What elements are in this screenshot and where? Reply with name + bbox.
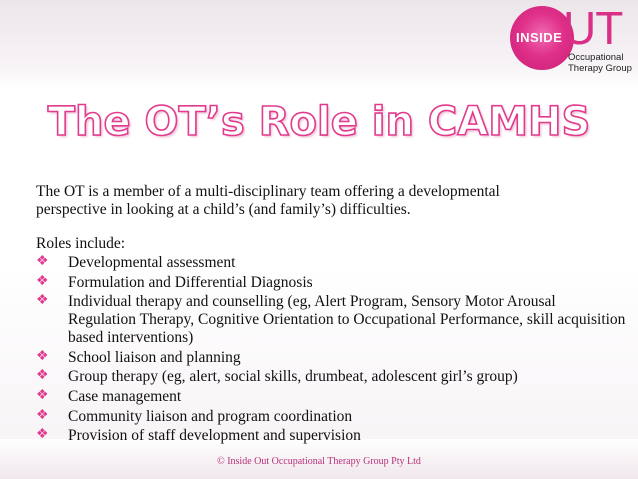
diamond-star-bullet-icon: ❖	[36, 427, 49, 443]
list-item-text: School liaison and planning	[68, 348, 241, 366]
diamond-star-bullet-icon: ❖	[36, 254, 49, 269]
list-item-text: Formulation and Differential Diagnosis	[68, 273, 313, 291]
diamond-star-bullet-icon: ❖	[36, 273, 49, 289]
list-item	[36, 368, 626, 386]
inside-out-logo	[508, 4, 636, 84]
logo-ut-text: UT	[563, 2, 623, 54]
list-item	[36, 408, 626, 426]
roles-heading: Roles include:	[36, 235, 126, 252]
list-item	[36, 427, 626, 445]
list-item	[36, 349, 626, 367]
logo-subtitle	[568, 52, 632, 74]
list-item-text: Community liaison and program coordination	[68, 407, 353, 425]
list-item-text: Provision of staff development and supervision	[68, 427, 361, 445]
diamond-star-bullet-icon: ❖	[36, 387, 49, 403]
list-item-text: Developmental assessment	[68, 254, 236, 271]
logo-subtitle-line2: Therapy Group	[568, 63, 632, 74]
list-item	[36, 293, 626, 347]
list-item-text: Group therapy (eg, alert, social skills, drumbeat, adolescent girl’s group)	[68, 368, 518, 386]
list-item-text: Case management	[68, 387, 182, 405]
diamond-star-bullet-icon: ❖	[36, 348, 49, 364]
diamond-star-bullet-icon: ❖	[36, 368, 49, 384]
copyright-footer: © Inside Out Occupational Therapy Group Pty Ltd	[217, 456, 421, 467]
slide-title: The OT’s Role in CAMHS	[47, 99, 591, 145]
diamond-star-bullet-icon: ❖	[36, 293, 49, 309]
intro-paragraph	[36, 183, 626, 219]
logo-subtitle-line1: Occupational	[568, 52, 624, 63]
roles-list	[36, 254, 626, 445]
logo-inside-text: INSIDE	[516, 30, 563, 45]
list-item	[36, 274, 626, 292]
intro-line-2: perspective in looking at a child’s (and family’s) difficulties.	[36, 201, 411, 218]
slide-body	[36, 183, 626, 447]
list-item-text: Individual therapy and counselling (eg, Alert Program, Sensory Motor Arousal Regulation Therapy, Cognitive Orientation to Occupational Performance, skill acquisition based interventions)	[68, 293, 626, 347]
diamond-star-bullet-icon: ❖	[36, 407, 49, 423]
intro-line-1: The OT is a member of a multi-disciplinary team offering a developmental	[36, 183, 500, 200]
list-item	[36, 388, 626, 406]
list-item	[36, 254, 626, 272]
